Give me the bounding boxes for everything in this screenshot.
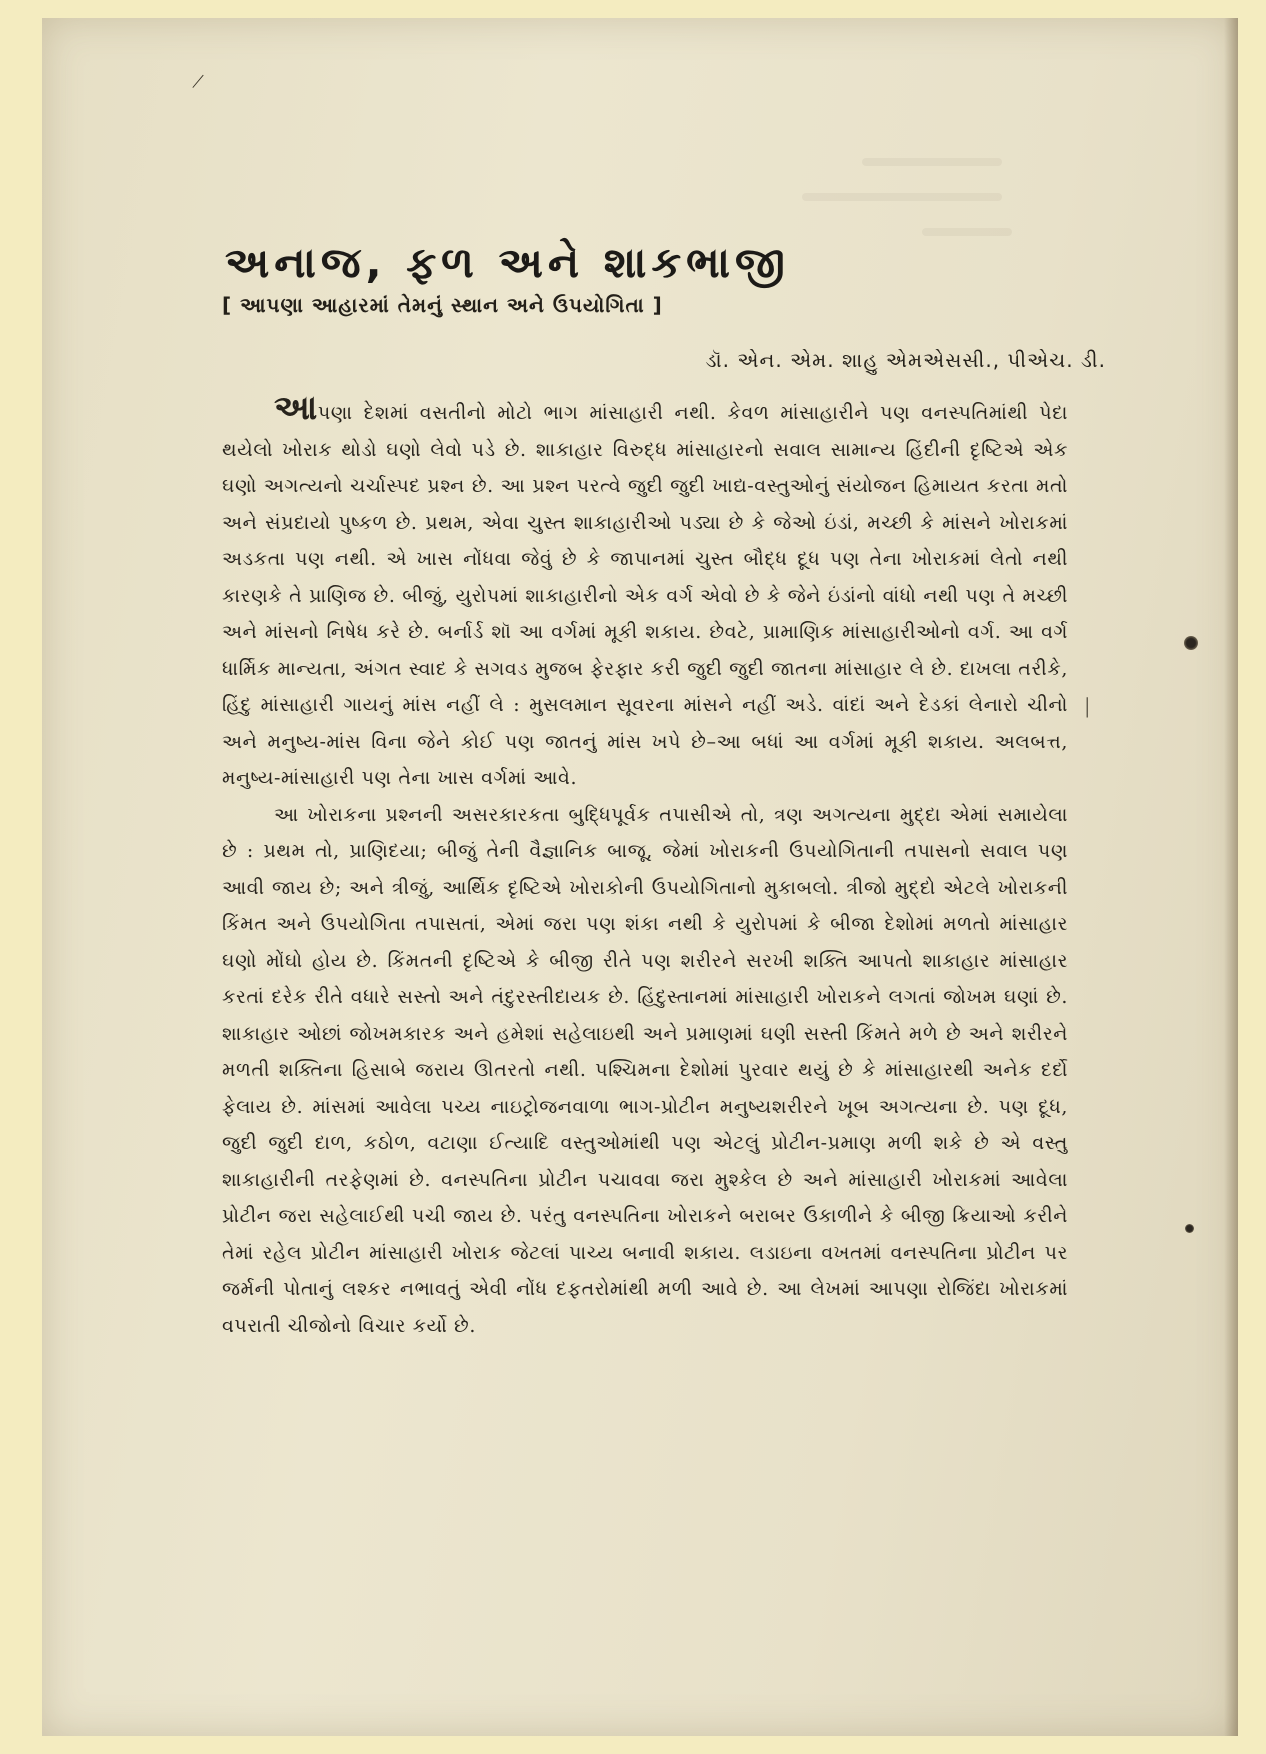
binding-hole: [1185, 1224, 1194, 1233]
article-body: [222, 390, 1068, 1344]
stray-mark: |: [1085, 693, 1090, 718]
bleed-through-mark: [862, 158, 1002, 166]
bleed-through-mark: [922, 228, 1012, 236]
paragraph: આ ખોરાકના પ્રશ્નની અસરકારકતા બુદ્ધિપૂર્વક તપાસીએ તો, ત્રણ અગત્યના મુદ્દા એમાં સમાયેલા છે : પ્રથમ તો, પ્રાણિદયા; બીજું તેની વૈજ્ઞાનિક બાજૂ, જેમાં ખોરાકની ઉપયોગિતાની તપાસનો સવાલ પણ આવી જાય છે; અને ત્રીજું, આર્થિક દૃષ્ટિએ ખોરાકોની ઉપયોગિતાનો મુકાબલો. ત્રીજો મુદ્દો એટલે ખોરાકની કિંમત અને ઉપયોગિતા તપાસતાં, એમાં જરા પણ શંકા નથી કે યુરોપમાં કે બીજા દેશોમાં મળતો માંસાહાર ઘણો મોંઘો હોય છે. કિંમતની દૃષ્ટિએ કે બીજી રીતે પણ શરીરને સરખી શક્તિ આપતો શાકાહાર માંસાહાર કરતાં દરેક રીતે વધારે સસ્તો અને તંદુરસ્તીદાયક છે. હિંદુસ્તાનમાં માંસાહારી ખોરાકને લગતાં જોખમ ઘણાં છે. શાકાહાર ઓછાં જોખમકારક અને હમેશાં સહેલાઇથી અને પ્રમાણમાં ઘણી સસ્તી કિંમતે મળે છે અને શરીરને મળતી શક્તિના હિસાબે જરાય ઊતરતો નથી. પશ્ચિમના દેશોમાં પુરવાર થયું છે કે માંસાહારથી અનેક દર્દો ફેલાય છે. માંસમાં આવેલા પચ્ય નાઇટ્રોજનવાળા ભાગ-પ્રોટીન મનુષ્યશરીરને ખૂબ અગત્યના છે. પણ દૂધ, જુદી જુદી દાળ, કઠોળ, વટાણા ઈત્યાદિ વસ્તુઓમાંથી પણ એટલું પ્રોટીન-પ્રમાણ મળી શકે છે એ વસ્તુ શાકાહારીની તરફેણમાં છે. વનસ્પતિના પ્રોટીન પચાવવા જરા મુશ્કેલ છે અને માંસાહારી ખોરાકમાં આવેલા પ્રોટીન જરા સહેલાઈથી પચી જાય છે. પરંતુ વનસ્પતિના ખોરાકને બરાબર ઉકાળીને કે બીજી ક્રિયાઓ કરીને તેમાં રહેલ પ્રોટીન માંસાહારી ખોરાક જેટલાં પાચ્ય બનાવી શકાય. લડાઇના વખતમાં વનસ્પતિના પ્રોટીન પર જર્મની પોતાનું લશ્કર નભાવતું એવી નોંધ દફતરોમાંથી મળી આવે છે. આ લેખમાં આપણા રોજિંદા ખોરાકમાં વપરાતી ચીજોનો વિચાર કર્યો છે.: [222, 803, 1068, 1337]
article-author: ડૉ. એન. એમ. શાહુ એમએસસી., પીએચ. ડી.: [705, 348, 1106, 372]
binding-hole: [1184, 636, 1198, 650]
paragraph: આપણા દેશમાં વસતીનો મોટો ભાગ માંસાહારી નથી. કેવળ માંસાહારીને પણ વનસ્પતિમાંથી પેદા થયેલો ખોરાક થોડો ઘણો લેવો પડે છે. શાકાહાર વિરુદ્ધ માંસાહારનો સવાલ સામાન્ય હિંદીની દૃષ્ટિએ એક ઘણો અગત્યનો ચર્ચાસ્પદ પ્રશ્ન છે. આ પ્રશ્ન પરત્વે જુદી જુદી ખાદ્ય-વસ્તુઓનું સંયોજન હિમાયત કરતા મતો અને સંપ્રદાયો પુષ્કળ છે. પ્રથમ, એવા ચુસ્ત શાકાહારીઓ પડ્યા છે કે જેઓ ઇંડાં, મચ્છી કે માંસને ખોરાકમાં અડકતા પણ નથી. એ ખાસ નોંધવા જેવું છે કે જાપાનમાં ચુસ્ત બૌદ્ધ દૂધ પણ તેના ખોરાકમાં લેતો નથી કારણકે તે પ્રાણિજ છે. બીજું, યુરોપમાં શાકાહારીનો એક વર્ગ એવો છે કે જેને ઇંડાંનો વાંધો નથી પણ તે મચ્છી અને માંસનો નિષેધ કરે છે. બર્નાર્ડ શૉ આ વર્ગમાં મૂકી શકાય. છેવટે, પ્રામાણિક માંસાહારીઓનો વર્ગ. આ વર્ગ ધાર્મિક માન્યતા, અંગત સ્વાદ કે સગવડ મુજબ ફેરફાર કરી જુદી જુદી જાતના માંસાહાર લે છે. દાખલા તરીકે, હિંદુ માંસાહારી ગાયનું માંસ નહીં લે : મુસલમાન સૂવરના માંસને નહીં અડે. વાંદાં અને દેડકાં લેનારો ચીનો અને મનુષ્ય-માંસ વિના જેને કોઈ પણ જાતનું માંસ ખપે છે–આ બધાં આ વર્ગમાં મૂકી શકાય. અલબત્ત, મનુષ્ય-માંસાહારી પણ તેના ખાસ વર્ગમાં આવે.: [222, 388, 1068, 789]
article-title: અનાજ, ફળ અને શાકભાજી: [225, 238, 790, 287]
stray-mark: |: [191, 71, 207, 89]
bleed-through-mark: [802, 193, 1002, 201]
article-subtitle: [ આપણા આહારમાં તેમનું સ્થાન અને ઉપયોગિતા ]: [222, 293, 663, 317]
